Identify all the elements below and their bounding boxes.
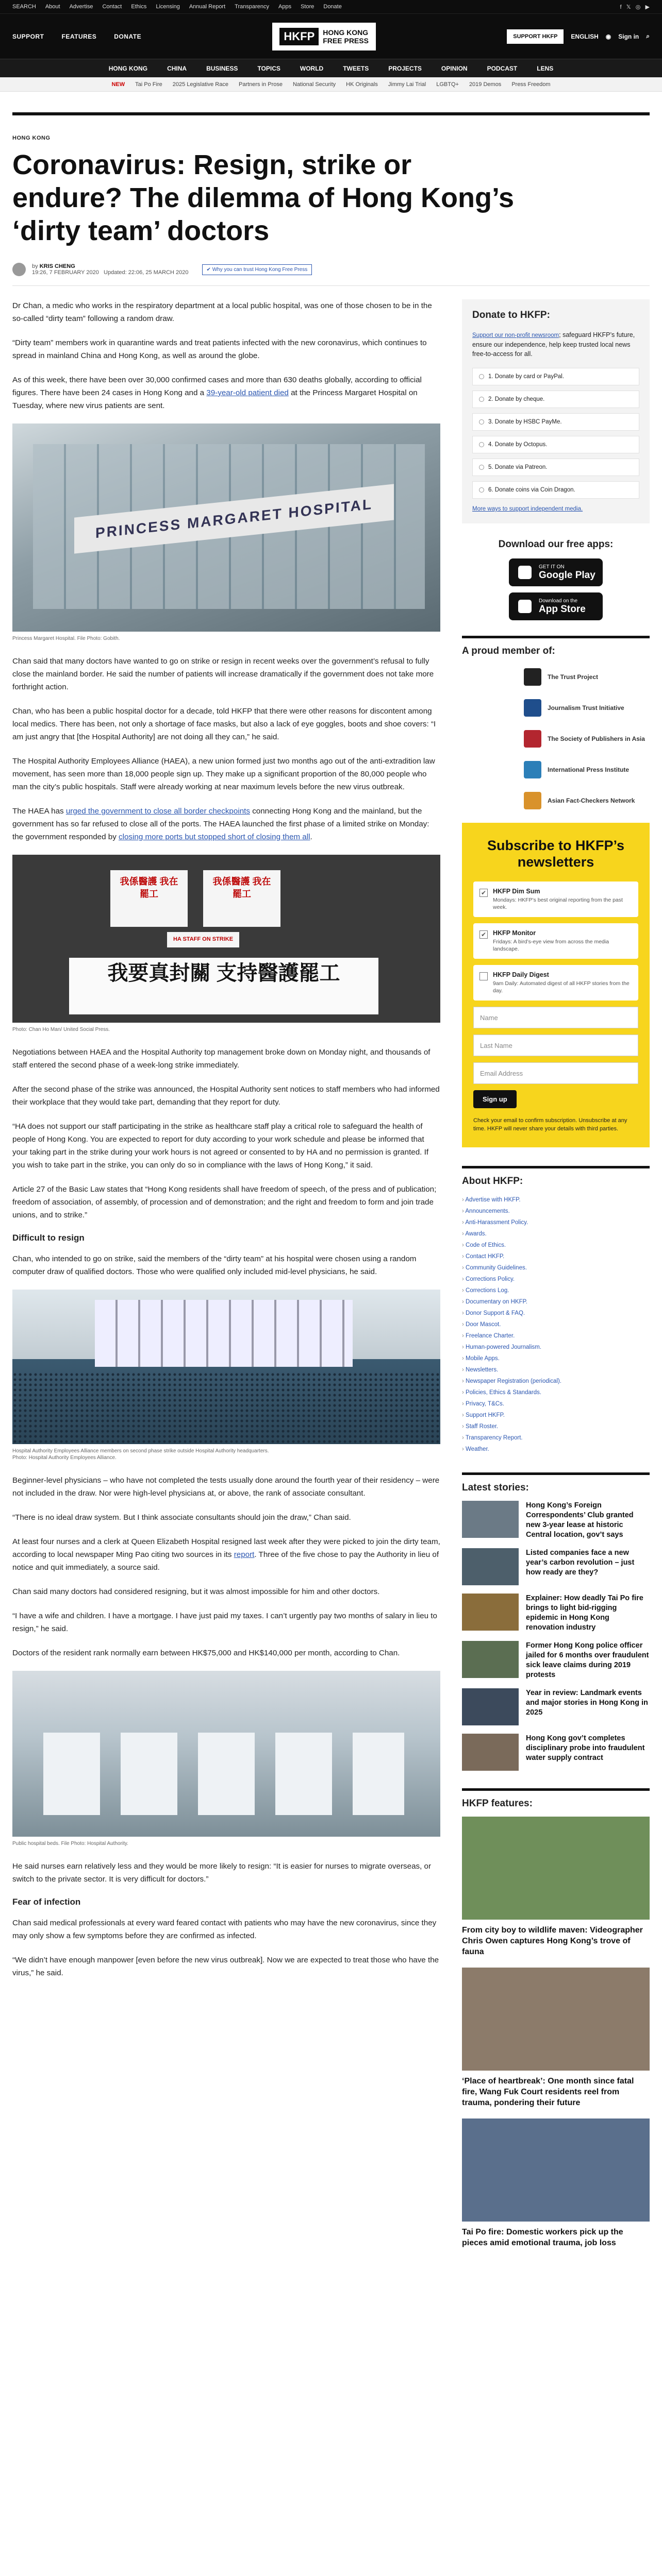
trending-item[interactable]: Tai Po Fire <box>135 81 162 88</box>
latest-story[interactable] <box>462 1548 650 1585</box>
latest-list <box>462 1501 650 1771</box>
topbar-annual-report[interactable]: Annual Report <box>189 4 226 10</box>
about-link[interactable]: › Community Guidelines. <box>462 1262 650 1274</box>
about-link[interactable]: › Donor Support & FAQ. <box>462 1308 650 1319</box>
donate-support-link[interactable]: Support our non-profit newsroom <box>472 332 559 338</box>
member-badge[interactable] <box>524 792 650 809</box>
newsletter-desc: 9am Daily: Automated digest of all HKFP stories from the day. <box>493 980 630 994</box>
text: At least four nurses and a clerk at Queen Elizabeth Hospital resigned last week after they were picked to join the dirty team, according to local newspaper Ming Pao citing two sources in its <box>12 1537 440 1559</box>
nav-podcast[interactable]: PODCAST <box>487 64 518 72</box>
logo-line-1: HONG KONG <box>323 28 369 37</box>
radio-icon <box>479 465 484 470</box>
trending-item[interactable]: National Security <box>292 81 336 88</box>
checkbox-icon[interactable]: ✔ <box>479 930 488 939</box>
protest-photo <box>12 1290 440 1444</box>
about-link[interactable]: › Staff Roster. <box>462 1421 650 1432</box>
search-icon[interactable]: ⌕ <box>646 32 650 40</box>
story-thumbnail[interactable] <box>462 1641 519 1678</box>
text: The HAEA has <box>12 807 66 816</box>
text: at the Princess Margaret Hospital on Tuesday, where new virus patients are sent. <box>12 388 418 410</box>
apple-icon <box>518 600 532 613</box>
about-section <box>462 1166 650 1455</box>
about-title: About HKFP: <box>462 1176 523 1187</box>
story-thumbnail[interactable] <box>462 1548 519 1585</box>
paragraph: Dr Chan, a medic who works in the respiratory department at a local public hospital, was one of those chosen to be in the so-called “dirty team” following a random draw. <box>12 301 432 323</box>
label: 5. Donate via Patreon. <box>488 464 548 470</box>
member-name: The Trust Project <box>548 673 599 681</box>
about-link[interactable]: › Advertise with HKFP. <box>462 1194 650 1206</box>
feature-image[interactable] <box>462 2119 650 2222</box>
latest-story[interactable] <box>462 1688 650 1725</box>
about-link[interactable]: › Policies, Ethics & Standards. <box>462 1387 650 1398</box>
paragraph: “Dirty team” members work in quarantine wards and treat patients infected with the new coronavirus, which continues to spread in mainland China and Hong Kong, as well as around the globe. <box>12 338 427 360</box>
store-small: GET IT ON <box>539 564 565 570</box>
latest-story[interactable] <box>462 1501 650 1540</box>
photo-credit: Photo: Hospital Authority Employees Alliance. <box>12 1455 117 1461</box>
about-link[interactable]: › Documentary on HKFP. <box>462 1296 650 1308</box>
radio-icon <box>479 487 484 493</box>
nav-hong-kong[interactable]: HONG KONG <box>108 64 148 72</box>
latest-story[interactable] <box>462 1734 650 1771</box>
about-link[interactable]: › Freelance Charter. <box>462 1330 650 1342</box>
store-big: App Store <box>539 603 586 615</box>
nav-topics[interactable]: TOPICS <box>257 64 280 72</box>
publish-date: 19:26, 7 FEBRUARY 2020 <box>32 269 99 276</box>
latest-title: Latest stories: <box>462 1482 529 1493</box>
story-headline[interactable]: Listed companies face a new year’s carbon revolution – just how ready are they? <box>526 1549 635 1577</box>
trust-link-label: Why you can trust Hong Kong Free Press <box>212 266 308 273</box>
topbar-search[interactable]: SEARCH <box>12 4 36 10</box>
hospital-photo <box>12 423 440 632</box>
store-big: Google Play <box>539 569 595 581</box>
trending-item[interactable]: HK Originals <box>346 81 378 88</box>
about-link[interactable]: › Corrections Policy. <box>462 1274 650 1285</box>
about-link[interactable]: › Code of Ethics. <box>462 1240 650 1251</box>
story-headline[interactable]: Year in review: Landmark events and major stories in Hong Kong in 2025 <box>526 1689 648 1717</box>
radio-icon <box>479 419 484 425</box>
about-link[interactable]: › Human-powered Journalism. <box>462 1342 650 1353</box>
about-list <box>462 1194 650 1455</box>
story-thumbnail[interactable] <box>462 1734 519 1771</box>
paragraph: Chan, who intended to go on strike, said the members of the “dirty team” at his hospital were chosen using a random computer draw of qualified doctors. Those who were qualified only included mid-level physicians, he said. <box>12 1255 417 1276</box>
text: . Three of the five chose to pay the Authority in lieu of notice and quit immediately, a source said. <box>12 1550 439 1572</box>
paragraph: Chan said that many doctors have wanted to go on strike or resign in recent weeks over the government’s refusal to fully close the mainland border. He said the number of patients will increase dramatically if the government does not take more forthright action. <box>12 657 434 691</box>
jti-icon <box>524 699 541 717</box>
donate-title: Donate to HKFP: <box>472 310 550 320</box>
latest-story[interactable] <box>462 1641 650 1680</box>
feature-headline[interactable]: ‘Place of heartbreak’: One month since fatal fire, Wang Fuk Court residents reel from trauma, pondering their future <box>462 2077 634 2107</box>
newsletter-box <box>462 823 650 1147</box>
section-heading: Difficult to resign <box>12 1233 85 1243</box>
trending-item[interactable]: 2019 Demos <box>469 81 502 88</box>
story-thumbnail[interactable] <box>462 1501 519 1538</box>
inline-link[interactable]: report <box>234 1550 255 1559</box>
paragraph: Doctors of the resident rank normally earn between HK$75,000 and HK$140,000 per month, according to Chan. <box>12 1649 400 1657</box>
newsletter-desc: Fridays: A bird’s-eye view from across the media landscape. <box>493 939 609 952</box>
donate-option[interactable] <box>472 368 639 385</box>
story-headline[interactable]: Explainer: How deadly Tai Po fire brings to light bid-rigging epidemic in Hong Kong renovation industry <box>526 1594 643 1632</box>
newsletter-name: HKFP Monitor <box>493 929 536 937</box>
logo-name <box>323 28 369 45</box>
photo-caption: Public hospital beds. File Photo: Hospital Authority. <box>12 1841 128 1846</box>
logo-line-2: FREE PRESS <box>323 36 369 45</box>
feature-image[interactable] <box>462 1817 650 1920</box>
signup-button[interactable]: Sign up <box>473 1090 517 1108</box>
radio-icon <box>479 442 484 447</box>
byline: by KRIS CHENG 19:26, 7 FEBRUARY 2020 Updated: 22:06, 25 MARCH 2020 ✔ Why you can trust Hong Kong Free Press <box>12 263 650 286</box>
checkbox-icon[interactable]: ✔ <box>479 889 488 897</box>
text: As of this week, there have been over 30,000 confirmed cases and more than 630 deaths globally, according to official figures. There have been 24 cases in Hong Kong and a <box>12 376 422 397</box>
sidebar <box>462 299 650 2259</box>
building <box>95 1300 353 1367</box>
header-features-link[interactable]: FEATURES <box>61 32 97 40</box>
donate-option[interactable] <box>472 481 639 499</box>
features-section <box>462 1788 650 2248</box>
about-link[interactable]: › Privacy, T&Cs. <box>462 1398 650 1410</box>
donate-box <box>462 299 650 523</box>
donate-option[interactable] <box>472 459 639 476</box>
about-link[interactable]: › Weather. <box>462 1444 650 1455</box>
feature-headline[interactable]: Tai Po fire: Domestic workers pick up the pieces amid emotional trauma, job loss <box>462 2228 623 2247</box>
sopa-icon <box>524 730 541 748</box>
banner-sign: 我要真封關 支持醫護罷工 <box>69 958 378 1014</box>
photo-caption: Photo: Chan Ho Man/ United Social Press. <box>12 1027 110 1032</box>
author-avatar <box>12 263 26 276</box>
inline-link[interactable]: urged the government to close all border checkpoints <box>65 807 250 816</box>
sign-in-link[interactable]: Sign in <box>618 32 639 40</box>
paragraph: The Hospital Authority Employees Alliance (HAEA), a new union formed just two months ago out of the anti-extradition law movement, has seen more than 18,000 people sign up. They make up a significant proportion of the 80,000 people who man the city’s public hospitals. Staff were already working at near maximum levels before the new virus outbreak. <box>12 757 435 791</box>
paragraph <box>12 805 440 843</box>
donate-option[interactable] <box>472 436 639 453</box>
text: ; safeguard HKFP’s future, ensure our independence, help keep trusted local news free-to-access for all. <box>472 331 635 358</box>
about-link[interactable]: › Newsletters. <box>462 1364 650 1376</box>
hospital-sign: PRINCESS MARGARET HOSPITAL <box>74 484 394 553</box>
story-thumbnail[interactable] <box>462 1688 519 1725</box>
paragraph: Article 27 of the Basic Law states that “Hong Kong residents shall have freedom of speech, of the press and of publication; freedom of association, of assembly, of procession and of demonstration; and the right and freedom to form and join trade unions, and to strike.” <box>12 1185 437 1219</box>
article-body <box>12 299 440 2259</box>
latest-stories <box>462 1472 650 1771</box>
paragraph: Negotiations between HAEA and the Hospital Authority top management broke down on Monday night, and thousands of staff entered the second phase of a week-long strike immediately. <box>12 1048 431 1070</box>
newsletter-note: Check your email to confirm subscription. Unsubscribe at any time. HKFP will never share your details with third parties. <box>473 1117 627 1132</box>
header-donate-link[interactable]: DONATE <box>114 32 142 40</box>
paragraph: Chan, who has been a public hospital doctor for a decade, told HKFP that there were other reasons for discontent among local medics. There has been, not only a shortage of face masks, but also a lack of eye goggles, boots and shoe covers: “I am just angry that [the Hospital Authority] are not doing all they can,” he said. <box>12 707 436 741</box>
label: 2. Donate by cheque. <box>488 396 545 402</box>
nav-tweets[interactable]: TWEETS <box>343 64 369 72</box>
last-name-input[interactable]: Last Name <box>473 1035 638 1056</box>
topbar-apps[interactable]: Apps <box>278 4 292 10</box>
name-input[interactable]: Name <box>473 1007 638 1028</box>
label: 3. Donate by HSBC PayMe. <box>488 419 562 425</box>
paragraph <box>12 374 440 412</box>
nav-lens[interactable]: LENS <box>537 64 554 72</box>
member-name: Asian Fact-Checkers Network <box>548 797 635 804</box>
about-link[interactable]: › Transparency Report. <box>462 1432 650 1444</box>
newsletter-option[interactable] <box>473 923 638 959</box>
store-small: Download on the <box>539 598 578 604</box>
trust-link[interactable]: ✔ Why you can trust Hong Kong Free Press <box>202 264 312 275</box>
trending-bar <box>0 77 662 92</box>
feature-image[interactable] <box>462 1968 650 2071</box>
topbar-donate[interactable]: Donate <box>323 4 342 10</box>
newsletter-desc: Mondays: HKFP’s best original reporting from the past week. <box>493 897 623 910</box>
apps-title: Download our free apps: <box>498 539 614 550</box>
more-ways-link[interactable]: More ways to support independent media. <box>472 506 583 512</box>
topbar-store[interactable]: Store <box>301 4 315 10</box>
trust-project-icon <box>524 668 541 686</box>
paragraph: Beginner-level physicians – who have not completed the tests usually done around the fourth year of their residency – were not included in the draw. Nor were high-level physicians at, or above, the rank of associate consultant. <box>12 1476 440 1498</box>
photo-caption: Princess Margaret Hospital. File Photo: Gobith. <box>12 636 120 641</box>
afcn-icon <box>524 792 541 809</box>
member-name: International Press Institute <box>548 766 630 773</box>
text: . <box>310 833 312 841</box>
topbar-licensing[interactable]: Licensing <box>156 4 180 10</box>
paragraph: Chan said medical professionals at every ward feared contact with patients who may have the new coronavirus, since they may only show a few symptoms before they are confirmed as infected. <box>12 1919 437 1940</box>
app-store-button[interactable] <box>509 592 603 620</box>
member-badge[interactable] <box>524 699 650 717</box>
nav-opinion[interactable]: OPINION <box>441 64 468 72</box>
about-link[interactable]: › Newspaper Registration (periodical). <box>462 1376 650 1387</box>
article-category[interactable]: HONG KONG <box>12 135 51 141</box>
header-support-link[interactable]: SUPPORT <box>12 32 44 40</box>
paragraph: After the second phase of the strike was announced, the Hospital Authority sent notices to staff members who had informed their workplace that they would take part, demanding that they report for duty. <box>12 1085 440 1107</box>
article-title: Coronavirus: Resign, strike or endure? The dilemma of Hong Kong’s ‘dirty team’ doctors <box>12 149 515 246</box>
about-link[interactable]: › Contact HKFP. <box>462 1251 650 1262</box>
strike-photo <box>12 855 440 1023</box>
trending-item[interactable]: 2025 Legislative Race <box>172 81 228 88</box>
language-select[interactable]: ENGLISH <box>571 32 599 40</box>
about-link[interactable]: › Door Mascot. <box>462 1319 650 1330</box>
main-nav <box>0 59 662 77</box>
ipi-icon <box>524 761 541 778</box>
nav-world[interactable]: WORLD <box>300 64 324 72</box>
text: connecting Hong Kong and the mainland, but the government has so far refused to close all of the ports. The HAEA launched the first phase of a limited strike on Monday: the government responded by <box>12 807 429 841</box>
story-headline[interactable]: Hong Kong gov’t completes disciplinary probe into fraudulent water supply contract <box>526 1734 645 1762</box>
story-thumbnail[interactable] <box>462 1594 519 1631</box>
beds <box>43 1733 404 1815</box>
member-badge[interactable] <box>524 668 650 686</box>
paragraph: “There is no ideal draw system. But I think associate consultants should join the draw,” Chan said. <box>12 1513 351 1522</box>
paragraph: Chan said many doctors had considered resigning, but it was almost impossible for him and other doctors. <box>12 1587 380 1596</box>
feature-card[interactable] <box>462 2119 650 2248</box>
topbar-about[interactable]: About <box>45 4 60 10</box>
latest-story[interactable] <box>462 1594 650 1633</box>
logo-mark: HKFP <box>279 28 319 45</box>
strike-sign: 我係醫護 我在罷工 <box>203 870 280 927</box>
trending-item[interactable]: Jimmy Lai Trial <box>388 81 426 88</box>
member-name: Journalism Trust Initiative <box>548 704 624 711</box>
inline-link[interactable]: closing more ports but stopped short of closing them all <box>119 833 310 841</box>
nav-business[interactable]: BUSINESS <box>206 64 238 72</box>
member-name: The Society of Publishers in Asia <box>548 735 645 742</box>
hkfp-logo[interactable] <box>272 23 376 50</box>
site-header <box>0 13 662 59</box>
membership-section <box>462 636 650 809</box>
about-link[interactable]: › Support HKFP. <box>462 1410 650 1421</box>
newsletter-name: HKFP Dim Sum <box>493 888 540 895</box>
story-headline[interactable]: Hong Kong’s Foreign Correspondents’ Club granted new 3-year lease at historic Central location, gov’t says <box>526 1501 634 1539</box>
topbar-transparency[interactable]: Transparency <box>235 4 269 10</box>
feature-card[interactable] <box>462 1968 650 2108</box>
email-input[interactable]: Email Address <box>473 1062 638 1084</box>
proud-title: A proud member of: <box>462 646 555 656</box>
radio-icon <box>479 374 484 379</box>
nav-projects[interactable]: PROJECTS <box>388 64 422 72</box>
paragraph: “HA does not support our staff participating in the strike as healthcare staff play a critical role to safeguard the health of people of Hong Kong. You are expected to report for duty according to your work schedule and please be informed that your taking part in the strike during your work hours is not agreed or consented to by HA and no permission is granted. If you wish to take part in the strike, you can only do so in compliance with the laws of Hong Kong,” it said. <box>12 1122 429 1170</box>
label: 6. Donate coins via Coin Dragon. <box>488 487 575 493</box>
feature-headline[interactable]: From city boy to wildlife maven: Videographer Chris Owen captures Hong Kong’s trove of fauna <box>462 1926 643 1956</box>
paragraph: “We didn’t have enough manpower [even before the new virus outbreak]. Now we are expected to treat those who have the virus,” he said. <box>12 1956 439 1977</box>
top-utility-bar <box>0 0 662 13</box>
newsletter-name: HKFP Daily Digest <box>493 971 549 978</box>
donate-option[interactable] <box>472 391 639 408</box>
section-rule <box>12 112 650 115</box>
feature-card[interactable] <box>462 1817 650 1957</box>
features-list <box>462 1817 650 2248</box>
author-name[interactable]: KRIS CHENG <box>39 263 75 269</box>
member-badge[interactable] <box>524 730 650 748</box>
newsletter-option[interactable] <box>473 882 638 917</box>
user-icon[interactable]: ◉ <box>605 32 611 40</box>
newsletter-option[interactable] <box>473 965 638 1001</box>
topbar-advertise[interactable]: Advertise <box>69 4 93 10</box>
crowd <box>12 1372 440 1444</box>
story-headline[interactable]: Former Hong Kong police officer jailed for 6 months over fraudulent sick leave claims during 2019 protests <box>526 1641 649 1679</box>
donate-option[interactable] <box>472 413 639 431</box>
support-hkfp-button[interactable]: SUPPORT HKFP <box>507 29 564 44</box>
topbar-contact[interactable]: Contact <box>102 4 122 10</box>
inline-link[interactable]: 39-year-old patient died <box>206 388 289 397</box>
label: 4. Donate by Octopus. <box>488 442 548 448</box>
label: 1. Donate by card or PayPal. <box>488 374 565 380</box>
member-badge[interactable] <box>524 761 650 778</box>
donate-text <box>472 330 639 359</box>
trending-new-label: NEW <box>111 81 125 88</box>
features-title: HKFP features: <box>462 1798 533 1809</box>
trending-item[interactable]: Partners in Prose <box>238 81 283 88</box>
radio-icon <box>479 397 484 402</box>
paragraph: He said nurses earn relatively less and they would be more likely to resign: “It is easier for nurses to migrate overseas, or switch to the private sector. It is very difficult for doctors.” <box>12 1862 432 1884</box>
strike-sign: 我係醫護 我在罷工 <box>110 870 188 927</box>
about-link[interactable]: › Corrections Log. <box>462 1285 650 1296</box>
about-link[interactable]: › Anti-Harassment Policy. <box>462 1217 650 1228</box>
about-link[interactable]: › Mobile Apps. <box>462 1353 650 1364</box>
trending-item[interactable]: Press Freedom <box>511 81 551 88</box>
photo-caption: Hospital Authority Employees Alliance members on second phase strike outside Hospital Authority headquarters. <box>12 1448 269 1454</box>
google-play-icon <box>518 566 532 579</box>
nav-china[interactable]: CHINA <box>167 64 187 72</box>
strike-sign: HA STAFF ON STRIKE <box>167 932 239 947</box>
newsletter-title: Subscribe to HKFP’s newsletters <box>487 838 625 870</box>
checkbox-icon[interactable] <box>479 972 488 980</box>
google-play-button[interactable] <box>509 558 603 586</box>
updated-date: Updated: 22:06, 25 MARCH 2020 <box>104 269 189 276</box>
topbar-ethics[interactable]: Ethics <box>131 4 147 10</box>
paragraph: “I have a wife and children. I have a mortgage. I have just paid my taxes. I can’t urgently pay two months of salary in lieu to resign,” he said. <box>12 1612 437 1633</box>
hospital-beds-photo <box>12 1671 440 1837</box>
paragraph <box>12 1535 440 1574</box>
trending-item[interactable]: LGBTQ+ <box>436 81 459 88</box>
section-heading: Fear of infection <box>12 1897 81 1907</box>
social-icons[interactable]: f 𝕏 ◎ ▶ <box>620 4 650 10</box>
about-link[interactable]: › Awards. <box>462 1228 650 1240</box>
about-link[interactable]: › Announcements. <box>462 1206 650 1217</box>
